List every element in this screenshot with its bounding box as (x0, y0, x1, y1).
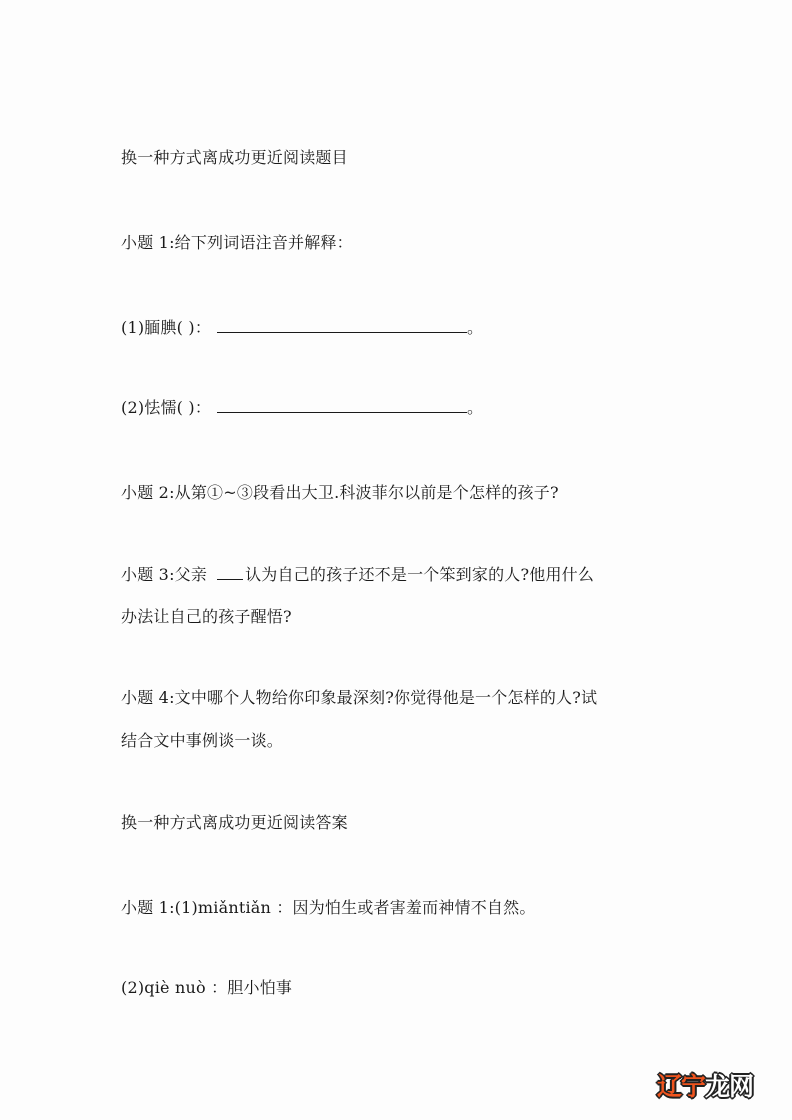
item-2-label: (2)怯懦( )： (121, 398, 212, 417)
answer-blank-2 (217, 398, 467, 413)
question-3-part-1: 小题 3:父亲 (121, 565, 208, 584)
answer-blank-1 (217, 318, 467, 333)
answer-1-line-1: 小题 1:(1)miǎntiǎn ：因为怕生或者害羞而神情不自然。 (121, 898, 536, 917)
answer-blank-3 (217, 565, 243, 580)
question-3-part-2: 认为自己的孩子还不是一个笨到家的人?他用什么 (245, 565, 595, 584)
question-4-line-1: 小题 4:文中哪个人物给你印象最深刻?你觉得他是一个怎样的人?试 (121, 688, 598, 707)
site-watermark-logo (657, 1072, 753, 1102)
item-1-period: 。 (467, 318, 484, 337)
watermark-red-text: 辽宁 (657, 1072, 706, 1101)
question-1-item-1 (121, 318, 483, 338)
answer-1-line-2: (2)qiè nuò ：胆小怕事 (121, 978, 293, 997)
question-3-line-2: 办法让自己的孩子醒悟? (121, 607, 292, 626)
item-2-period: 。 (467, 398, 484, 417)
watermark-white-text: 龙网 (705, 1072, 754, 1101)
questions-title: 换一种方式离成功更近阅读题目 (121, 148, 348, 167)
answers-title: 换一种方式离成功更近阅读答案 (121, 813, 348, 832)
question-3-line-1 (121, 565, 594, 585)
question-1-item-2 (121, 398, 483, 418)
question-1-prompt: 小题 1:给下列词语注音并解释： (121, 233, 353, 252)
question-4-line-2: 结合文中事例谈一谈。 (121, 731, 284, 750)
item-1-label: (1)腼腆( )： (121, 318, 212, 337)
question-2-prompt: 小题 2:从第①~③段看出大卫.科波菲尔以前是个怎样的孩子? (121, 483, 559, 502)
